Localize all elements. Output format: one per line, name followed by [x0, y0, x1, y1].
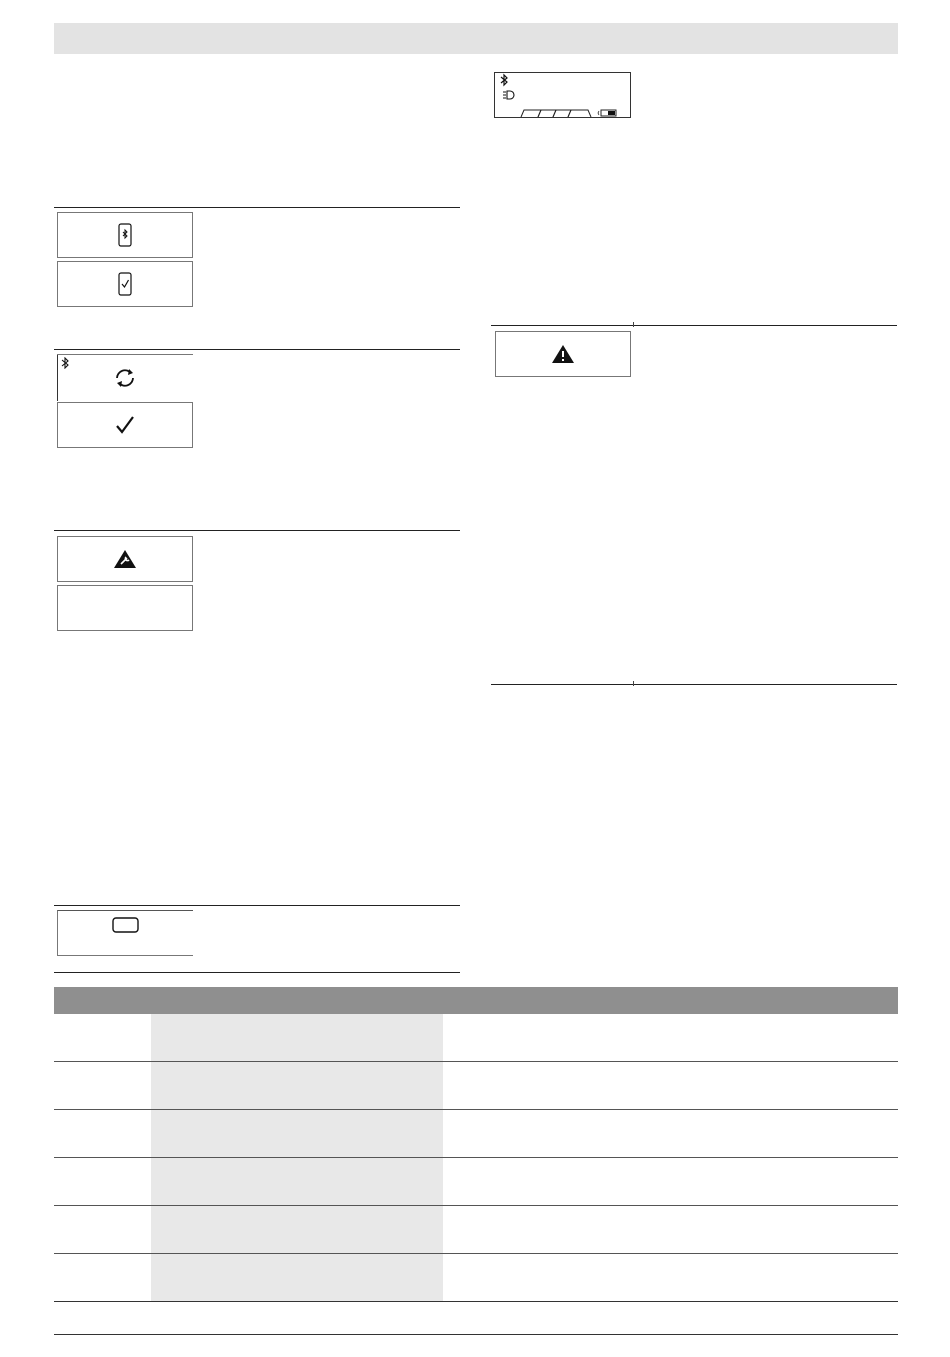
section-rule: [491, 684, 897, 685]
column-divider-tick: [633, 681, 634, 686]
section-rule: [54, 207, 460, 208]
page-bottom-rule: [54, 1334, 898, 1335]
phone-bluetooth-panel: [57, 212, 193, 258]
section-rule: [54, 972, 460, 973]
table-row-divider: [54, 1061, 898, 1062]
checkmark-icon: [114, 414, 136, 436]
assist-level-segments: [521, 110, 591, 117]
sync-panel: [57, 354, 193, 400]
column-divider-tick: [633, 322, 634, 327]
table-row-divider: [54, 1205, 898, 1206]
table-row-divider: [54, 1157, 898, 1158]
battery-panel: [57, 910, 193, 956]
section-rule: [54, 530, 460, 531]
battery-icon: [598, 110, 616, 116]
battery-outline-icon: [112, 917, 140, 933]
table-header: [54, 987, 898, 1014]
check-panel: [57, 402, 193, 448]
table-row-divider: [54, 1109, 898, 1110]
section-rule: [54, 905, 460, 906]
table-shaded-column: [151, 1014, 443, 1302]
phone-bluetooth-icon: [118, 223, 132, 247]
phone-check-panel: [57, 261, 193, 307]
warning-triangle-icon: [551, 344, 575, 364]
warning-panel: [495, 331, 631, 377]
bluetooth-icon: [501, 75, 507, 85]
blank-panel: [57, 585, 193, 631]
service-panel: [57, 536, 193, 582]
display-example: [494, 72, 631, 118]
phone-check-icon: [118, 272, 132, 296]
section-rule: [491, 325, 897, 326]
table-row-divider: [54, 1253, 898, 1254]
sync-icon: [112, 365, 138, 391]
wrench-warning-icon: [113, 549, 137, 569]
headlight-icon: [503, 91, 514, 99]
section-rule: [54, 349, 460, 350]
bluetooth-icon: [60, 357, 70, 369]
page-header-bar: [54, 23, 898, 54]
table-row-divider: [54, 1301, 898, 1302]
